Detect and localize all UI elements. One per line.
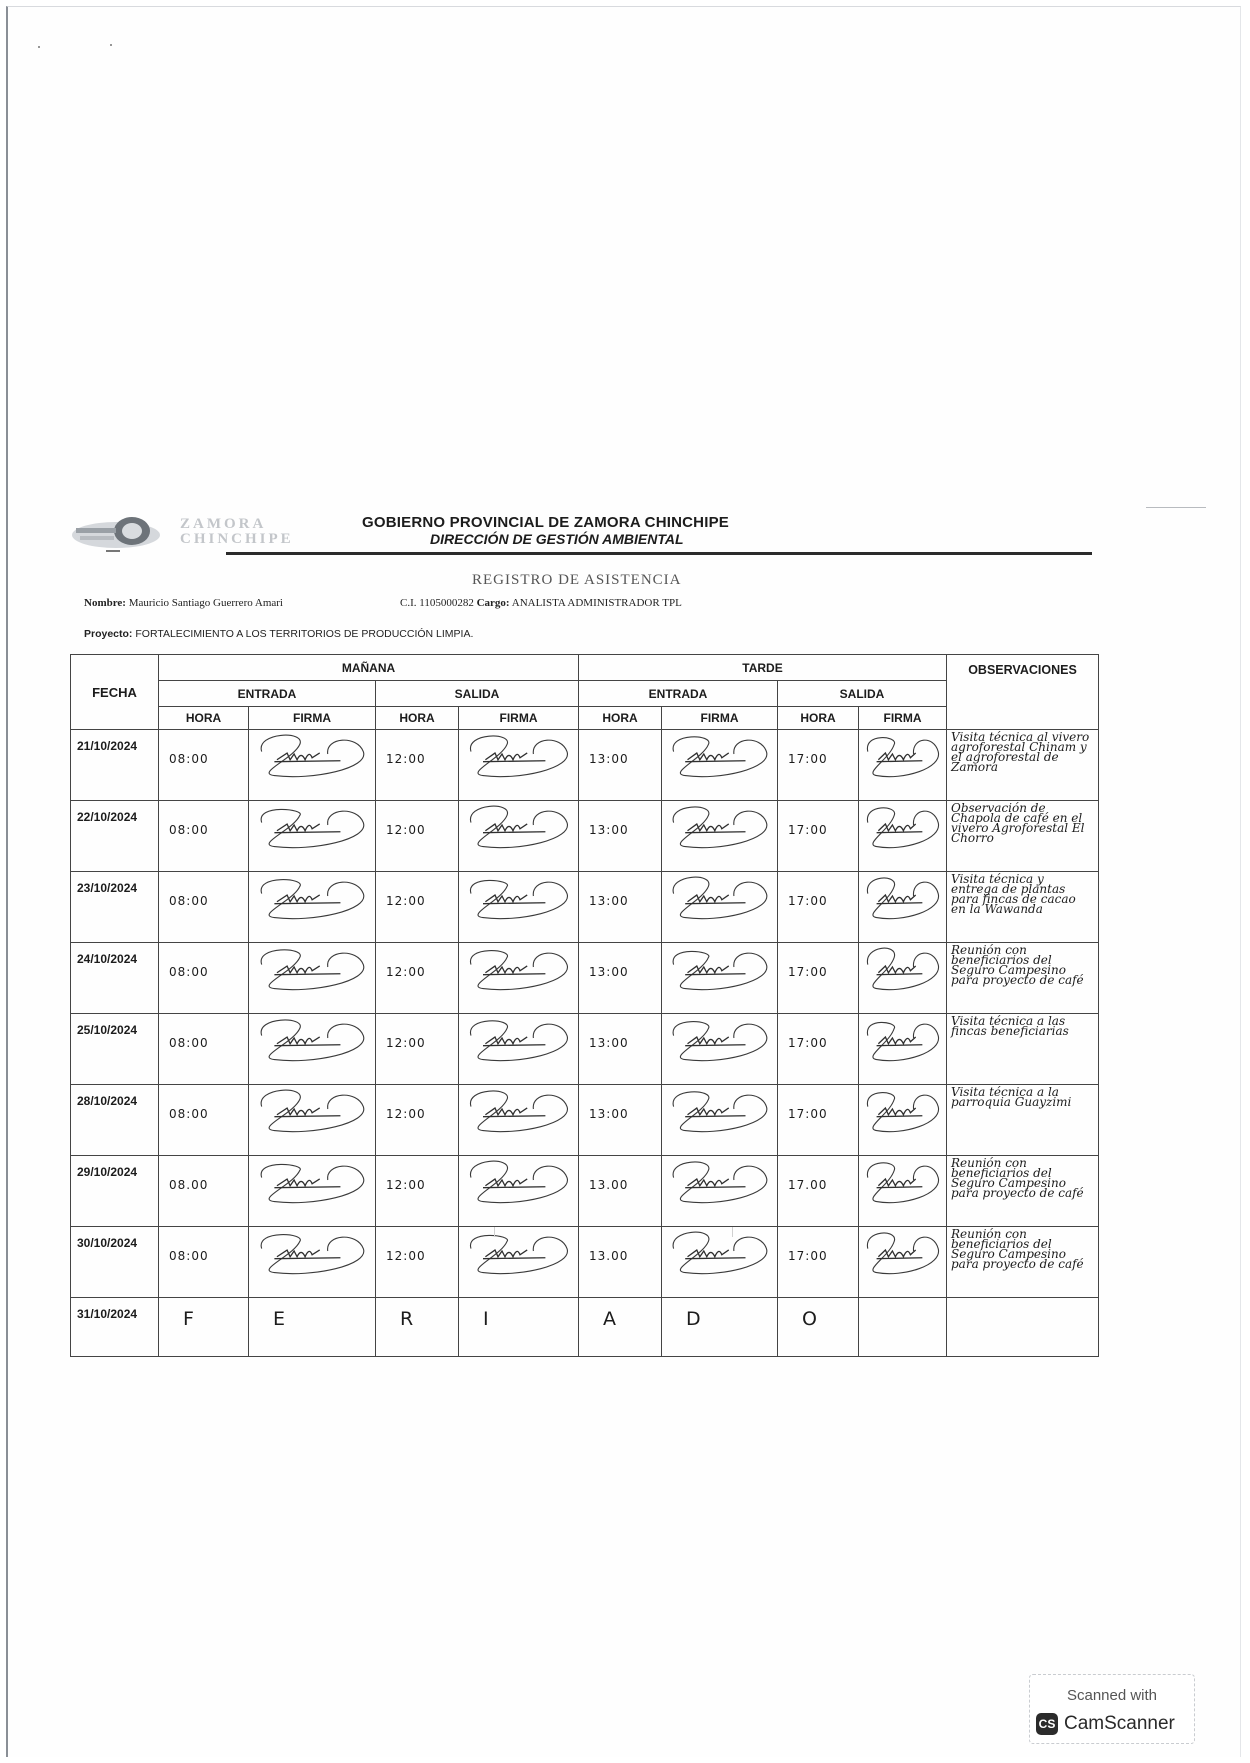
signature-cell — [859, 943, 947, 1014]
signature-cell — [859, 801, 947, 872]
handwritten-signature-icon — [459, 730, 579, 778]
cargo-label: Cargo: — [476, 597, 510, 609]
observation-cell: Reunión con beneficiarios del Seguro Campesino para proyecto de café — [947, 1227, 1099, 1298]
table-row — [71, 1085, 1099, 1156]
handwritten-signature-icon — [249, 801, 376, 849]
handwritten-signature-icon — [859, 943, 947, 991]
hora-tarde-entrada: 13.00 — [579, 1156, 662, 1227]
observation-cell: Reunión con beneficiarios del Seguro Campesino para proyecto de café — [947, 1156, 1099, 1227]
watermark-app-name: CamScanner — [1064, 1713, 1175, 1734]
header-firma: FIRMA — [662, 707, 778, 730]
hora-tarde-entrada: 13:00 — [579, 730, 662, 801]
handwritten-signature-icon — [859, 1156, 947, 1204]
date-cell: 28/10/2024 — [71, 1085, 159, 1156]
handwritten-signature-icon — [249, 943, 376, 991]
hora-tarde-salida: 17:00 — [778, 1227, 859, 1298]
date-cell: 31/10/2024 — [71, 1298, 159, 1357]
table-row — [71, 801, 1099, 872]
signature-cell — [662, 1014, 778, 1085]
handwritten-signature-icon — [459, 1227, 579, 1275]
signature-cell — [662, 730, 778, 801]
header-manana: MAÑANA — [159, 655, 579, 681]
handwritten-signature-icon — [662, 1014, 778, 1062]
holiday-letter: A — [579, 1298, 662, 1357]
handwritten-signature-icon — [662, 801, 778, 849]
holiday-letter: F — [159, 1298, 249, 1357]
hora-tarde-entrada: 13:00 — [579, 943, 662, 1014]
handwritten-signature-icon — [662, 1156, 778, 1204]
hora-tarde-salida: 17:00 — [778, 872, 859, 943]
handwritten-signature-icon — [662, 1227, 778, 1275]
hora-manana-salida: 12:00 — [376, 872, 459, 943]
hora-tarde-salida: 17:00 — [778, 1014, 859, 1085]
signature-cell — [662, 1227, 778, 1298]
holiday-letter: R — [376, 1298, 459, 1357]
header-hora: HORA — [159, 707, 249, 730]
signature-cell — [859, 1085, 947, 1156]
nombre-label: Nombre: — [84, 597, 126, 609]
observation-cell: Observación de Chapola de café en el vivero Agroforestal El Chorro — [947, 801, 1099, 872]
header-manana-salida: SALIDA — [376, 681, 579, 707]
scan-tick — [732, 1227, 733, 1237]
handwritten-signature-icon — [859, 1014, 947, 1062]
signature-cell — [459, 1227, 579, 1298]
handwritten-signature-icon — [459, 1156, 579, 1204]
signature-cell — [249, 1156, 376, 1227]
hora-tarde-salida: 17:00 — [778, 730, 859, 801]
date-cell: 24/10/2024 — [71, 943, 159, 1014]
hora-manana-salida: 12:00 — [376, 1014, 459, 1085]
signature-cell — [459, 1156, 579, 1227]
signature-cell — [662, 1085, 778, 1156]
header-manana-entrada: ENTRADA — [159, 681, 376, 707]
header-tarde: TARDE — [579, 655, 947, 681]
header-divider — [226, 552, 1092, 555]
holiday-letter: D — [662, 1298, 778, 1357]
handwritten-signature-icon — [662, 730, 778, 778]
table-row — [71, 1156, 1099, 1227]
hora-tarde-entrada: 13:00 — [579, 1085, 662, 1156]
hora-manana-entrada: 08:00 — [159, 1014, 249, 1085]
signature-cell — [249, 1227, 376, 1298]
date-cell: 22/10/2024 — [71, 801, 159, 872]
table-row — [71, 730, 1099, 801]
handwritten-signature-icon — [859, 1085, 947, 1133]
logo-wordmark — [180, 517, 294, 547]
cargo-value: ANALISTA ADMINISTRADOR TPL — [511, 597, 682, 609]
signature-cell — [662, 943, 778, 1014]
handwritten-signature-icon — [249, 1014, 376, 1062]
hora-manana-entrada: 08:00 — [159, 1227, 249, 1298]
signature-cell — [859, 730, 947, 801]
ci-value: 1105000282 — [419, 597, 474, 609]
signature-cell — [249, 872, 376, 943]
hora-tarde-salida: 17:00 — [778, 801, 859, 872]
handwritten-signature-icon — [249, 1227, 376, 1275]
hora-manana-salida: 12:00 — [376, 943, 459, 1014]
header-hora: HORA — [579, 707, 662, 730]
hora-manana-salida: 12:00 — [376, 1085, 459, 1156]
project-line — [84, 628, 473, 640]
camscanner-logo-icon: CS — [1036, 1713, 1058, 1735]
date-cell: 29/10/2024 — [71, 1156, 159, 1227]
handwritten-signature-icon — [459, 943, 579, 991]
form-title: REGISTRO DE ASISTENCIA — [472, 572, 682, 588]
hora-manana-entrada: 08.00 — [159, 1156, 249, 1227]
table-row — [71, 872, 1099, 943]
handwritten-signature-icon — [859, 1227, 947, 1275]
signature-cell — [662, 801, 778, 872]
scan-speck — [110, 44, 112, 46]
signature-cell — [249, 1014, 376, 1085]
handwritten-signature-icon — [249, 1085, 376, 1133]
date-cell: 23/10/2024 — [71, 872, 159, 943]
hora-tarde-entrada: 13:00 — [579, 801, 662, 872]
proyecto-value: FORTALECIMIENTO A LOS TERRITORIOS DE PRODUCCIÓN LIMPIA. — [135, 628, 474, 640]
observation-cell: Visita técnica a la parroquia Guayzimi — [947, 1085, 1099, 1156]
date-cell: 25/10/2024 — [71, 1014, 159, 1085]
handwritten-signature-icon — [662, 943, 778, 991]
proyecto-label: Proyecto: — [84, 628, 133, 640]
holiday-letter: O — [778, 1298, 859, 1357]
ci-label: C.I. — [400, 597, 417, 609]
scan-speck — [38, 46, 40, 48]
hora-tarde-entrada: 13:00 — [579, 1014, 662, 1085]
hora-tarde-entrada: 13:00 — [579, 872, 662, 943]
nombre-value: Mauricio Santiago Guerrero Amari — [128, 597, 283, 609]
signature-cell — [249, 730, 376, 801]
handwritten-signature-icon — [249, 872, 376, 920]
document-header — [70, 512, 1092, 556]
hora-manana-salida: 12:00 — [376, 1227, 459, 1298]
date-cell: 21/10/2024 — [71, 730, 159, 801]
table-row — [71, 1227, 1099, 1298]
signature-cell — [249, 943, 376, 1014]
date-cell: 30/10/2024 — [71, 1227, 159, 1298]
signature-cell — [859, 1227, 947, 1298]
signature-cell — [459, 872, 579, 943]
header-tarde-salida: SALIDA — [778, 681, 947, 707]
government-title: GOBIERNO PROVINCIAL DE ZAMORA CHINCHIPE — [362, 514, 729, 531]
signature-cell — [459, 730, 579, 801]
logo-text-line1: ZAMORA — [180, 516, 267, 532]
table-row — [71, 943, 1099, 1014]
signature-cell — [249, 801, 376, 872]
header-tarde-entrada: ENTRADA — [579, 681, 778, 707]
handwritten-signature-icon — [662, 1085, 778, 1133]
hora-tarde-salida: 17:00 — [778, 1085, 859, 1156]
hora-manana-entrada: 08:00 — [159, 872, 249, 943]
holiday-letter: I — [459, 1298, 579, 1357]
camscanner-watermark — [1029, 1674, 1195, 1744]
scan-tick — [494, 1227, 495, 1237]
signature-cell — [459, 943, 579, 1014]
signature-cell — [859, 872, 947, 943]
hora-manana-salida: 12:00 — [376, 1156, 459, 1227]
employee-name — [84, 597, 283, 609]
hora-tarde-entrada: 13.00 — [579, 1227, 662, 1298]
hora-manana-entrada: 08:00 — [159, 1085, 249, 1156]
handwritten-signature-icon — [249, 730, 376, 778]
signature-cell — [662, 1156, 778, 1227]
holiday-letter: E — [249, 1298, 376, 1357]
observation-cell: Visita técnica al vivero agroforestal Chinam y el agroforestal de Zamora — [947, 730, 1099, 801]
observation-cell: Visita técnica a las fincas beneficiarias — [947, 1014, 1099, 1085]
scan-artifact-line — [1146, 507, 1206, 508]
signature-cell — [662, 872, 778, 943]
handwritten-signature-icon — [459, 1085, 579, 1133]
hora-manana-entrada: 08:00 — [159, 801, 249, 872]
header-firma: FIRMA — [249, 707, 376, 730]
hora-manana-entrada: 08:00 — [159, 730, 249, 801]
observation-cell: Visita técnica y entrega de plantas para fincas de cacao en la Wawanda — [947, 872, 1099, 943]
empty-cell — [859, 1298, 947, 1357]
logo-text-line2: CHINCHIPE — [180, 531, 294, 547]
table-row-holiday — [71, 1298, 1099, 1357]
attendance-table — [70, 654, 1099, 1357]
table-row — [71, 1014, 1099, 1085]
signature-cell — [459, 801, 579, 872]
header-fecha: FECHA — [71, 655, 159, 730]
hora-manana-salida: 12:00 — [376, 801, 459, 872]
hora-manana-entrada: 08:00 — [159, 943, 249, 1014]
handwritten-signature-icon — [249, 1156, 376, 1204]
employee-id-cargo — [400, 597, 682, 609]
header-observaciones: OBSERVACIONES — [947, 655, 1099, 730]
handwritten-signature-icon — [859, 730, 947, 778]
header-hora: HORA — [778, 707, 859, 730]
handwritten-signature-icon — [859, 872, 947, 920]
observation-cell: Reunión con beneficiarios del Seguro Campesino para proyecto de café — [947, 943, 1099, 1014]
signature-cell — [859, 1014, 947, 1085]
hora-tarde-salida: 17.00 — [778, 1156, 859, 1227]
hora-tarde-salida: 17:00 — [778, 943, 859, 1014]
handwritten-signature-icon — [859, 801, 947, 849]
handwritten-signature-icon — [662, 872, 778, 920]
header-firma: FIRMA — [859, 707, 947, 730]
direction-title: DIRECCIÓN DE GESTIÓN AMBIENTAL — [430, 531, 684, 547]
signature-cell — [459, 1014, 579, 1085]
hora-manana-salida: 12:00 — [376, 730, 459, 801]
handwritten-signature-icon — [459, 801, 579, 849]
handwritten-signature-icon — [459, 1014, 579, 1062]
header-firma: FIRMA — [459, 707, 579, 730]
handwritten-signature-icon — [459, 872, 579, 920]
empty-observation-cell — [947, 1298, 1099, 1357]
signature-cell — [249, 1085, 376, 1156]
header-hora: HORA — [376, 707, 459, 730]
signature-cell — [459, 1085, 579, 1156]
provincial-logo — [70, 514, 162, 556]
watermark-line1: Scanned with — [1066, 1687, 1158, 1704]
signature-cell — [859, 1156, 947, 1227]
